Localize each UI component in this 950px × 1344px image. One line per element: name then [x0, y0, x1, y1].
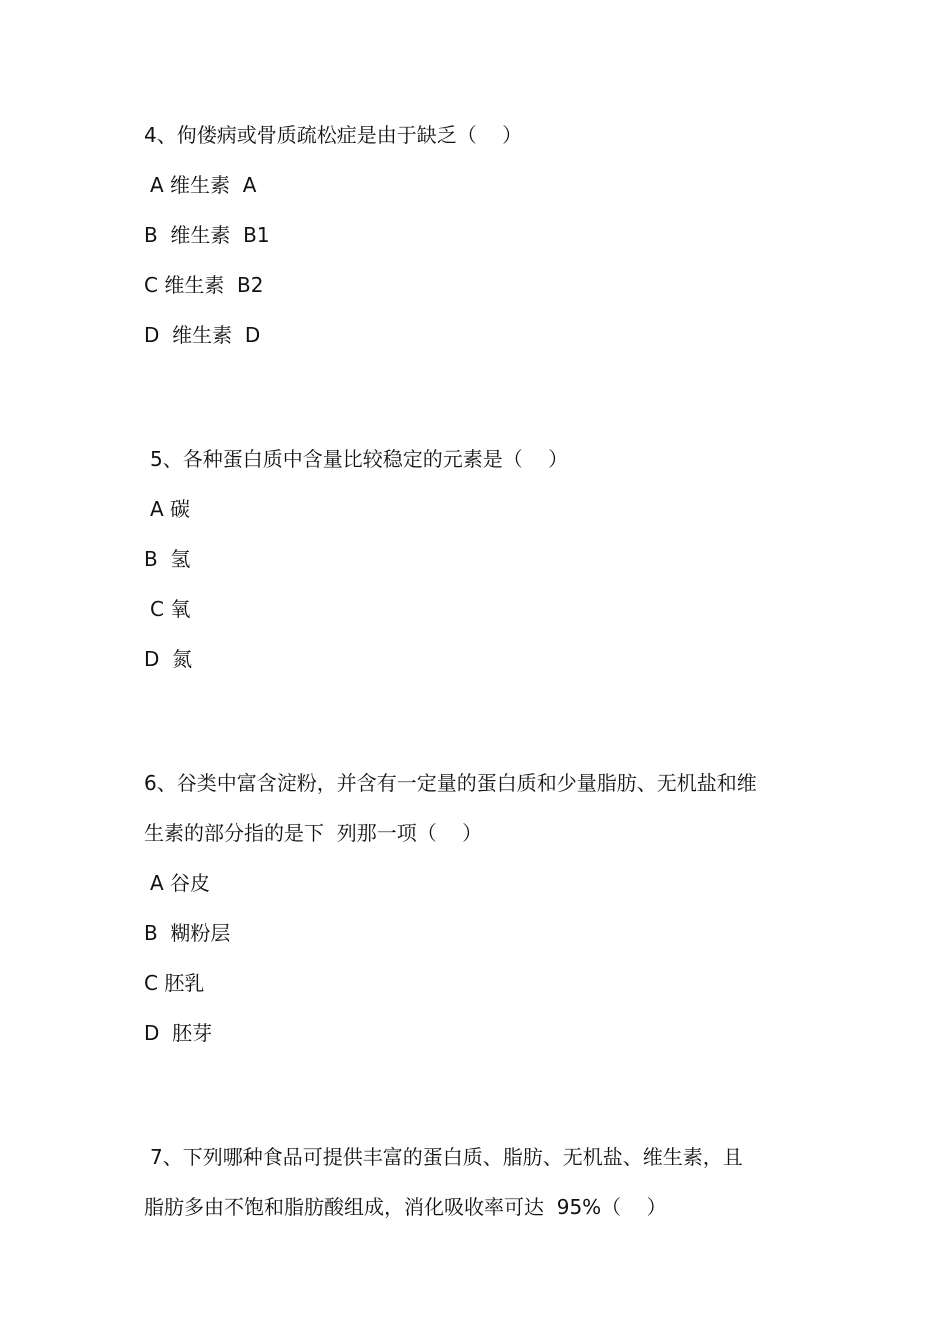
question-5-stem: 5、各种蛋白质中含量比较稳定的元素是（ ） — [150, 447, 569, 471]
question-4-option-d: D 维生素 D — [144, 323, 261, 347]
question-5-option-c: C 氧 — [150, 597, 191, 621]
question-6-stem-line-1: 6、谷类中富含淀粉，并含有一定量的蛋白质和少量脂肪、无机盐和维 — [144, 771, 757, 795]
question-7-stem-line-1: 7、下列哪种食品可提供丰富的蛋白质、脂肪、无机盐、维生素，且 — [150, 1145, 743, 1169]
question-4-option-b: B 维生素 B1 — [144, 223, 270, 247]
question-6-option-b: B 糊粉层 — [144, 921, 231, 945]
question-5-option-a: A 碳 — [150, 497, 191, 521]
question-6-option-d: D 胚芽 — [144, 1021, 213, 1045]
question-5-option-b: B 氢 — [144, 547, 191, 571]
question-4-option-a: A 维生素 A — [150, 173, 257, 197]
question-5-option-d: D 氮 — [144, 647, 193, 671]
question-4-stem: 4、佝偻病或骨质疏松症是由于缺乏（ ） — [144, 123, 523, 147]
question-6-option-a: A 谷皮 — [150, 871, 211, 895]
question-6-option-c: C 胚乳 — [144, 971, 205, 995]
question-4-option-c: C 维生素 B2 — [144, 273, 264, 297]
question-7-stem-line-2: 脂肪多由不饱和脂肪酸组成，消化吸收率可达 95%（ ） — [144, 1195, 667, 1219]
question-6-stem-line-2: 生素的部分指的是下 列那一项（ ） — [144, 821, 483, 845]
